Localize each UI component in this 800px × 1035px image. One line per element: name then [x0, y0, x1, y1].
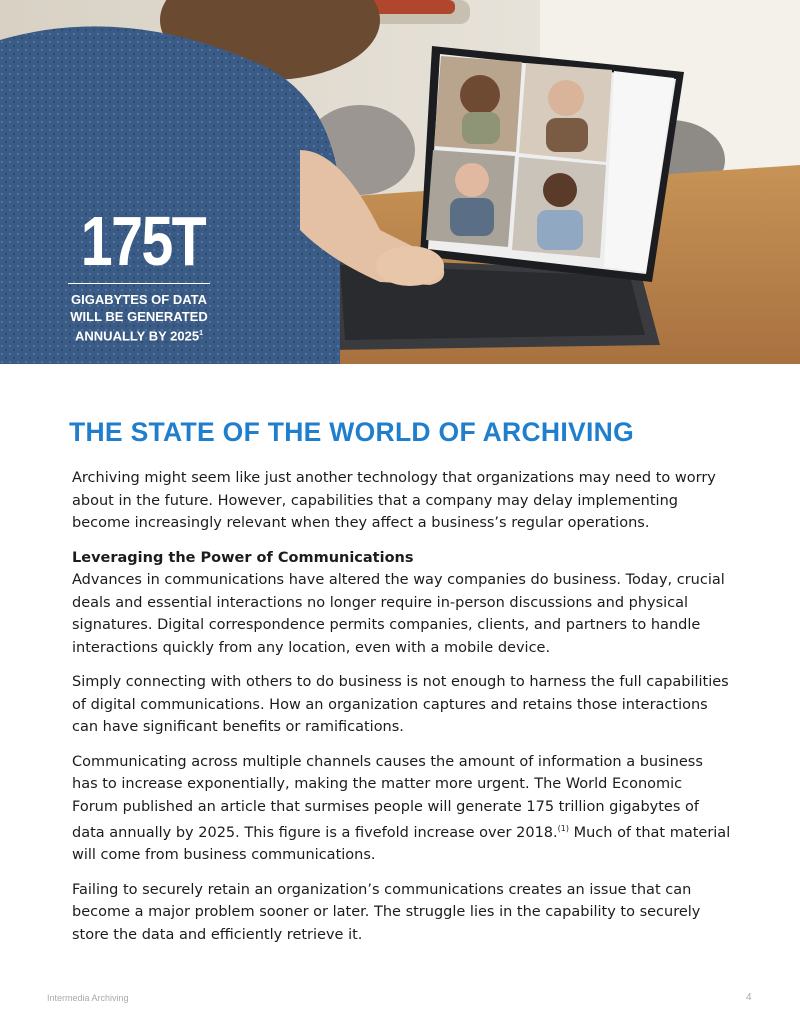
article-body: [72, 467, 732, 958]
stat-caption: [68, 291, 210, 344]
stat-caption-line: GIGABYTES OF DATA: [70, 292, 208, 307]
footer-document-title: Intermedia Archiving: [47, 993, 129, 1003]
citation-marker: (1): [557, 824, 569, 833]
retention-paragraph: Failing to securely retain an organization’s communications creates an issue that can become a major problem sooner or later. The struggle lies in the capability to securely store the data and efficiently retrieve it.: [72, 881, 701, 943]
stat-value: 175T: [80, 202, 206, 280]
hero-stat: [68, 202, 210, 344]
capabilities-paragraph: Simply connecting with others to do business is not enough to harness the full capabilities of digital communications. How an organization captures and retains those interactions can have significant benefits or ramifications.: [72, 674, 729, 735]
hero-photo: [0, 0, 800, 364]
page-number: 4: [746, 992, 752, 1003]
section-title: THE STATE OF THE WORLD OF ARCHIVING: [69, 417, 635, 447]
subheading: Leveraging the Power of Communications: [72, 549, 414, 566]
communications-text: Advances in communications have altered the way companies do business. Today, crucial deals and essential interactions no longer require in-person discussions and physical signatures. Digital correspondence permits companies, clients, and partners to handle interactions quickly from any location, even with a mobile device.: [72, 572, 725, 656]
intro-paragraph: Archiving might seem like just another technology that organizations may need to worry about in the future. However, capabilities that a company may delay implementing become increasingly relevant when they affect a business’s regular operations.: [72, 470, 716, 531]
data-growth-paragraph: Communicating across multiple channels causes the amount of information a business has to increase exponentially, making the matter more urgent. The World Economic Forum published an article that surmises people will generate 175 trillion gigabytes of data annually by 2025. This figure is a fivefold increase over 2018.$^{(1)}$ Much of that material will come from business communications.: [72, 753, 731, 864]
communications-paragraph: [72, 547, 732, 660]
stat-caption-line: WILL BE GENERATED: [70, 309, 208, 324]
stat-caption-line: ANNUALLY BY 2025$^1$: [75, 328, 203, 344]
stat-footnote-marker: 1: [199, 330, 203, 337]
stat-divider: [68, 283, 210, 284]
